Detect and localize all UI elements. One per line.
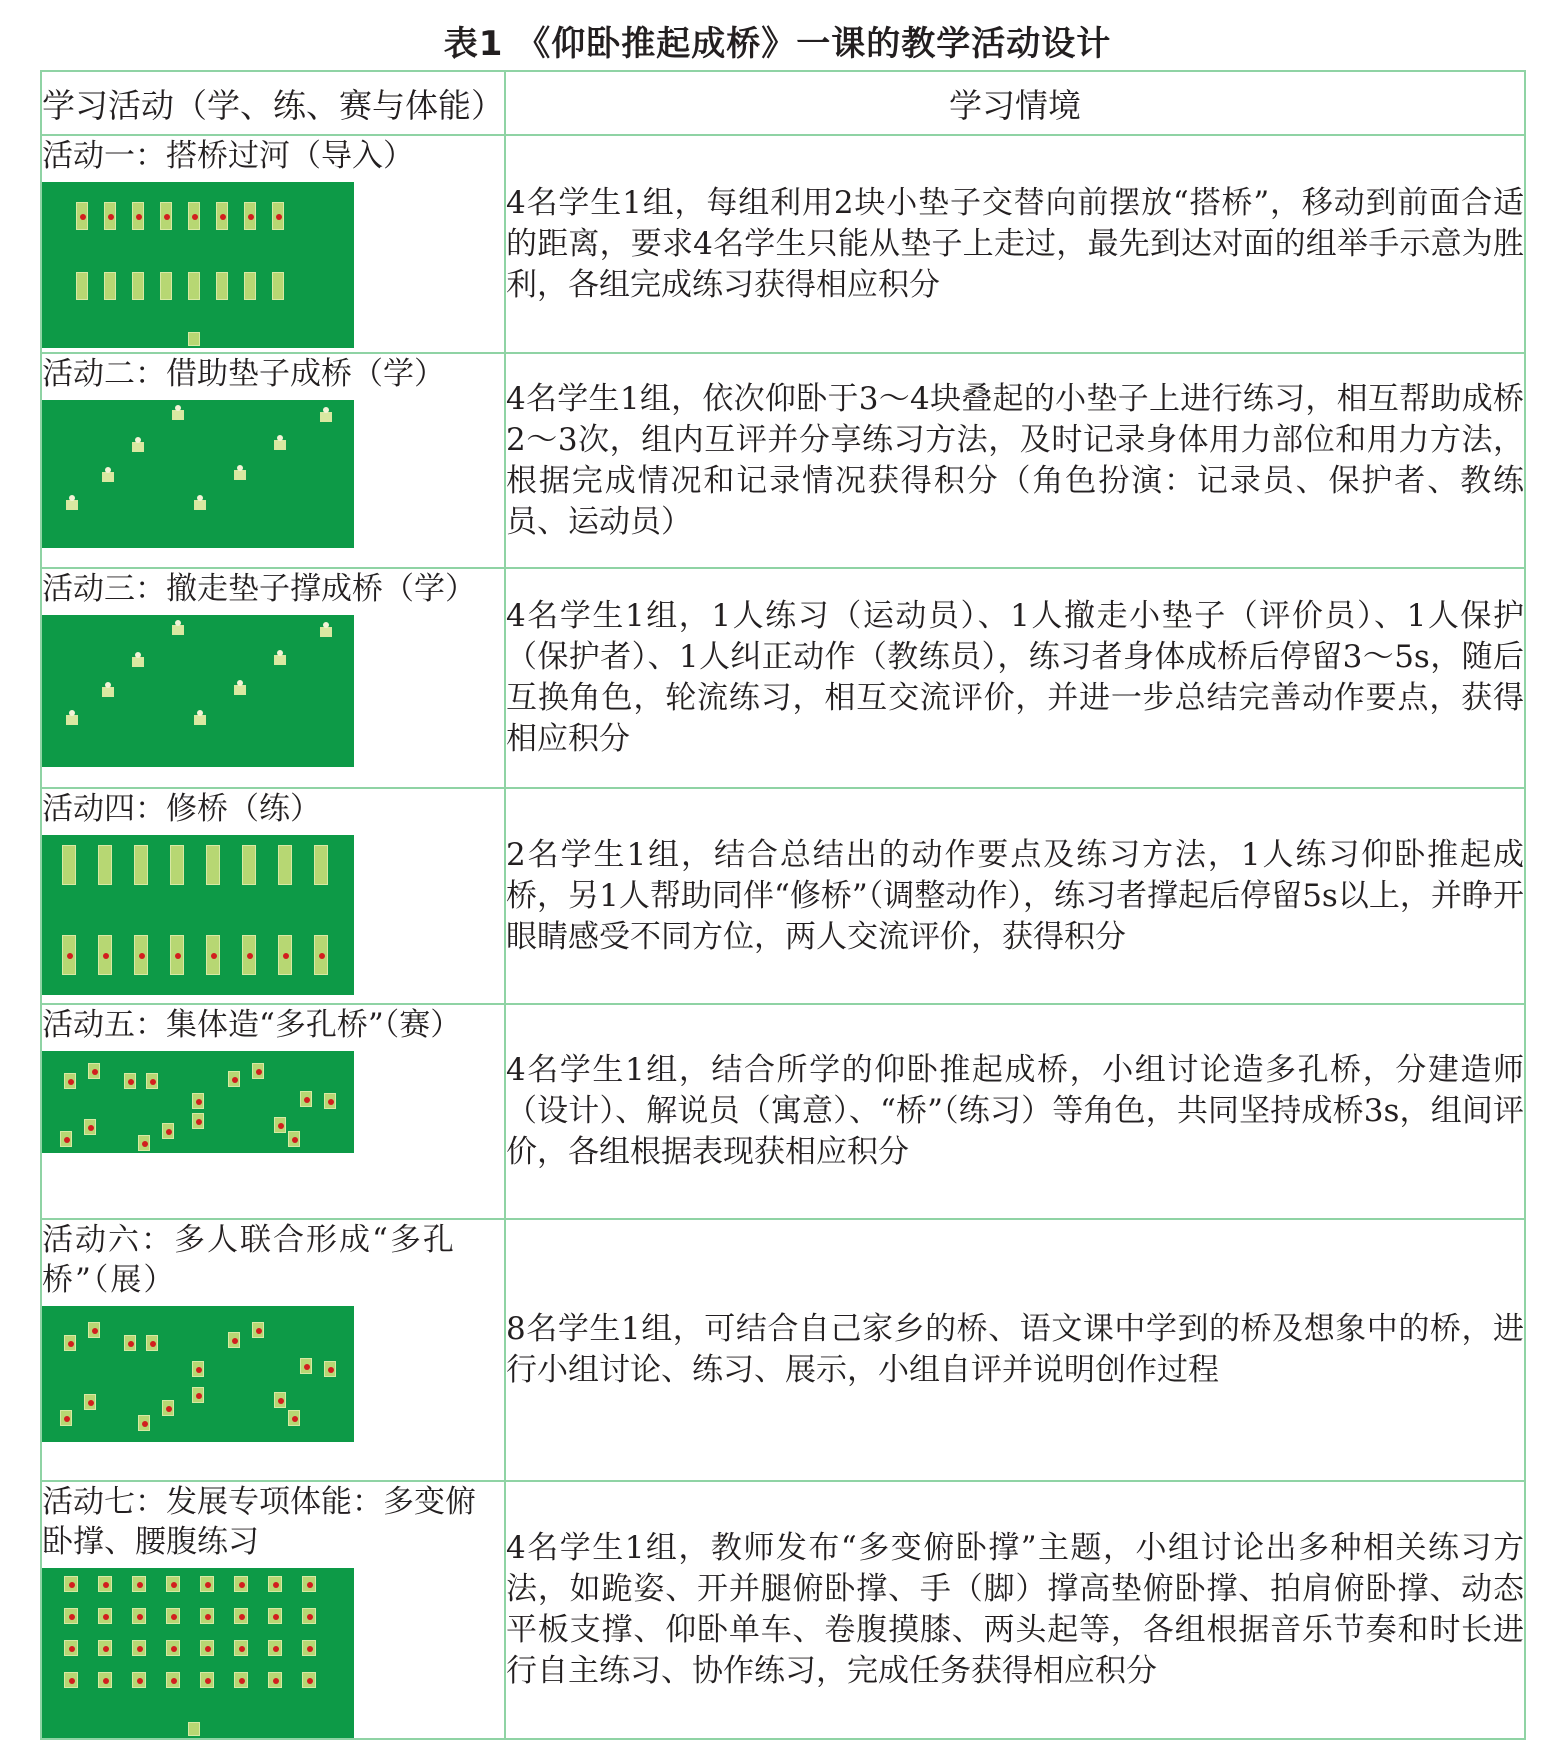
student-icon xyxy=(194,500,206,510)
mat-icon xyxy=(64,1335,76,1351)
student-icon xyxy=(234,685,246,695)
mat-icon xyxy=(242,935,256,975)
mat-icon xyxy=(188,332,200,346)
mat-icon xyxy=(132,272,144,300)
mat-icon xyxy=(132,1640,146,1656)
mat-icon xyxy=(160,202,172,230)
mat-icon xyxy=(200,1640,214,1656)
mat-icon xyxy=(138,1415,150,1431)
student-icon xyxy=(320,627,332,637)
mat-icon xyxy=(98,1608,112,1624)
activity-cell xyxy=(41,1219,505,1481)
mat-icon xyxy=(104,272,116,300)
table-row xyxy=(41,1481,1525,1739)
activity-table xyxy=(40,70,1526,1740)
activity-diagram xyxy=(42,835,354,995)
mat-icon xyxy=(278,935,292,975)
activity-title: 活动一：搭桥过河（导入） xyxy=(42,138,414,174)
activity-cell xyxy=(41,568,505,788)
mat-icon xyxy=(278,845,292,885)
mat-icon xyxy=(64,1608,78,1624)
mat-icon xyxy=(274,1117,286,1133)
student-icon xyxy=(194,715,206,725)
mat-icon xyxy=(64,1073,76,1089)
mat-icon xyxy=(146,1073,158,1089)
activity-title: 活动七：发展专项体能：多变俯卧撑、腰腹练习 xyxy=(42,1484,476,1560)
mat-icon xyxy=(88,1322,100,1338)
mat-icon xyxy=(288,1410,300,1426)
mat-icon xyxy=(62,935,76,975)
mat-icon xyxy=(324,1361,336,1377)
mat-icon xyxy=(302,1640,316,1656)
mat-icon xyxy=(132,1672,146,1688)
mat-icon xyxy=(98,1672,112,1688)
mat-icon xyxy=(234,1608,248,1624)
table-row xyxy=(41,788,1525,1004)
activity-diagram xyxy=(42,1306,354,1442)
scene-cell: 4名学生1组，依次仰卧于3～4块叠起的小垫子上进行练习，相互帮助成桥2～3次，组内互评并分享练习方法，及时记录身体用力部位和用力方法，根据完成情况和记录情况获得积分（角色扮演：记录员、保护者、教练员、运动员） xyxy=(505,353,1525,568)
mat-icon xyxy=(166,1608,180,1624)
mat-icon xyxy=(324,1093,336,1109)
mat-icon xyxy=(60,1131,72,1147)
activity-cell xyxy=(41,353,505,568)
mat-icon xyxy=(274,1392,286,1408)
activity-cell xyxy=(41,1481,505,1739)
student-icon xyxy=(274,655,286,665)
student-icon xyxy=(132,657,144,667)
mat-icon xyxy=(302,1608,316,1624)
student-icon xyxy=(66,715,78,725)
mat-icon xyxy=(76,272,88,300)
mat-icon xyxy=(192,1361,204,1377)
mat-icon xyxy=(252,1063,264,1079)
mat-icon xyxy=(62,845,76,885)
student-icon xyxy=(102,687,114,697)
activity-title: 活动二：借助垫子成桥（学） xyxy=(42,356,445,392)
mat-icon xyxy=(216,272,228,300)
mat-icon xyxy=(188,202,200,230)
mat-icon xyxy=(88,1063,100,1079)
mat-icon xyxy=(98,1576,112,1592)
mat-icon xyxy=(268,1640,282,1656)
mat-icon xyxy=(64,1576,78,1592)
mat-icon xyxy=(162,1123,174,1139)
mat-icon xyxy=(166,1640,180,1656)
mat-icon xyxy=(244,202,256,230)
activity-cell xyxy=(41,788,505,1004)
mat-icon xyxy=(76,202,88,230)
scene-cell: 4名学生1组，教师发布“多变俯卧撑”主题，小组讨论出多种相关练习方法，如跪姿、开并腿俯卧撑、手（脚）撑高垫俯卧撑、拍肩俯卧撑、动态平板支撑、仰卧单车、卷腹摸膝、两头起等，各组根据音乐节奏和时长进行自主练习、协作练习，完成任务获得相应积分 xyxy=(505,1481,1525,1739)
mat-icon xyxy=(216,202,228,230)
mat-icon xyxy=(272,272,284,300)
mat-icon xyxy=(268,1608,282,1624)
student-icon xyxy=(172,410,184,420)
mat-icon xyxy=(98,1640,112,1656)
mat-icon xyxy=(64,1672,78,1688)
mat-icon xyxy=(288,1131,300,1147)
activity-cell xyxy=(41,135,505,353)
scene-cell: 2名学生1组，结合总结出的动作要点及练习方法，1人练习仰卧推起成桥，另1人帮助同伴“修桥”（调整动作），练习者撑起后停留5s以上，并睁开眼睛感受不同方位，两人交流评价，获得积分 xyxy=(505,788,1525,1004)
table-row xyxy=(41,568,1525,788)
mat-icon xyxy=(192,1113,204,1129)
student-icon xyxy=(172,625,184,635)
mat-icon xyxy=(104,202,116,230)
mat-icon xyxy=(300,1091,312,1107)
mat-icon xyxy=(124,1335,136,1351)
mat-icon xyxy=(124,1073,136,1089)
mat-icon xyxy=(132,202,144,230)
mat-icon xyxy=(314,845,328,885)
mat-icon xyxy=(160,272,172,300)
mat-icon xyxy=(268,1576,282,1592)
mat-icon xyxy=(234,1576,248,1592)
mat-icon xyxy=(132,1608,146,1624)
mat-icon xyxy=(200,1672,214,1688)
activity-title: 活动五：集体造“多孔桥”（赛） xyxy=(42,1007,462,1043)
student-icon xyxy=(102,472,114,482)
activity-title: 活动四：修桥（练） xyxy=(42,791,321,827)
table-header-row xyxy=(41,71,1525,135)
mat-icon xyxy=(192,1093,204,1109)
mat-icon xyxy=(228,1071,240,1087)
mat-icon xyxy=(252,1322,264,1338)
mat-icon xyxy=(166,1576,180,1592)
mat-icon xyxy=(188,1722,200,1736)
mat-icon xyxy=(228,1332,240,1348)
student-icon xyxy=(234,470,246,480)
activity-cell xyxy=(41,1004,505,1219)
mat-icon xyxy=(138,1135,150,1151)
mat-icon xyxy=(272,202,284,230)
student-icon xyxy=(66,500,78,510)
activity-diagram xyxy=(42,615,354,767)
mat-icon xyxy=(134,845,148,885)
table-row xyxy=(41,1004,1525,1219)
mat-icon xyxy=(302,1672,316,1688)
mat-icon xyxy=(162,1400,174,1416)
table-row xyxy=(41,353,1525,568)
mat-icon xyxy=(192,1387,204,1403)
activity-title: 活动三：撤走垫子撑成桥（学） xyxy=(42,571,476,607)
mat-icon xyxy=(170,845,184,885)
mat-icon xyxy=(60,1410,72,1426)
mat-icon xyxy=(200,1576,214,1592)
mat-icon xyxy=(132,1576,146,1592)
header-scene: 学习情境 xyxy=(505,71,1525,135)
mat-icon xyxy=(134,935,148,975)
header-activity: 学习活动（学、练、赛与体能） xyxy=(41,71,505,135)
scene-cell: 4名学生1组，结合所学的仰卧推起成桥，小组讨论造多孔桥，分建造师（设计）、解说员（寓意）、“桥”（练习）等角色，共同坚持成桥3s，组间评价，各组根据表现获相应积分 xyxy=(505,1004,1525,1219)
mat-icon xyxy=(242,845,256,885)
activity-title: 活动六：多人联合形成“多孔桥”（展） xyxy=(42,1222,456,1298)
mat-icon xyxy=(98,935,112,975)
activity-diagram xyxy=(42,400,354,548)
mat-icon xyxy=(206,935,220,975)
mat-icon xyxy=(234,1672,248,1688)
mat-icon xyxy=(234,1640,248,1656)
scene-cell: 8名学生1组，可结合自己家乡的桥、语文课中学到的桥及想象中的桥，进行小组讨论、练习、展示，小组自评并说明创作过程 xyxy=(505,1219,1525,1481)
activity-diagram xyxy=(42,1568,354,1738)
mat-icon xyxy=(98,845,112,885)
scene-cell: 4名学生1组，每组利用2块小垫子交替向前摆放“搭桥”，移动到前面合适的距离，要求4名学生只能从垫子上走过，最先到达对面的组举手示意为胜利，各组完成练习获得相应积分 xyxy=(505,135,1525,353)
mat-icon xyxy=(300,1358,312,1374)
mat-icon xyxy=(200,1608,214,1624)
mat-icon xyxy=(64,1640,78,1656)
mat-icon xyxy=(84,1394,96,1410)
scene-cell: 4名学生1组，1人练习（运动员）、1人撤走小垫子（评价员）、1人保护（保护者）、1人纠正动作（教练员），练习者身体成桥后停留3～5s，随后互换角色，轮流练习，相互交流评价，并进一步总结完善动作要点，获得相应积分 xyxy=(505,568,1525,788)
mat-icon xyxy=(314,935,328,975)
student-icon xyxy=(132,442,144,452)
mat-icon xyxy=(206,845,220,885)
mat-icon xyxy=(166,1672,180,1688)
mat-icon xyxy=(244,272,256,300)
table-title: 表1 《仰卧推起成桥》一课的教学活动设计 xyxy=(443,24,1112,64)
mat-icon xyxy=(84,1119,96,1135)
table-row xyxy=(41,1219,1525,1481)
mat-icon xyxy=(146,1335,158,1351)
mat-icon xyxy=(302,1576,316,1592)
mat-icon xyxy=(188,272,200,300)
student-icon xyxy=(320,412,332,422)
activity-diagram xyxy=(42,1051,354,1153)
mat-icon xyxy=(268,1672,282,1688)
table-row xyxy=(41,135,1525,353)
mat-icon xyxy=(170,935,184,975)
activity-diagram xyxy=(42,182,354,348)
student-icon xyxy=(274,440,286,450)
